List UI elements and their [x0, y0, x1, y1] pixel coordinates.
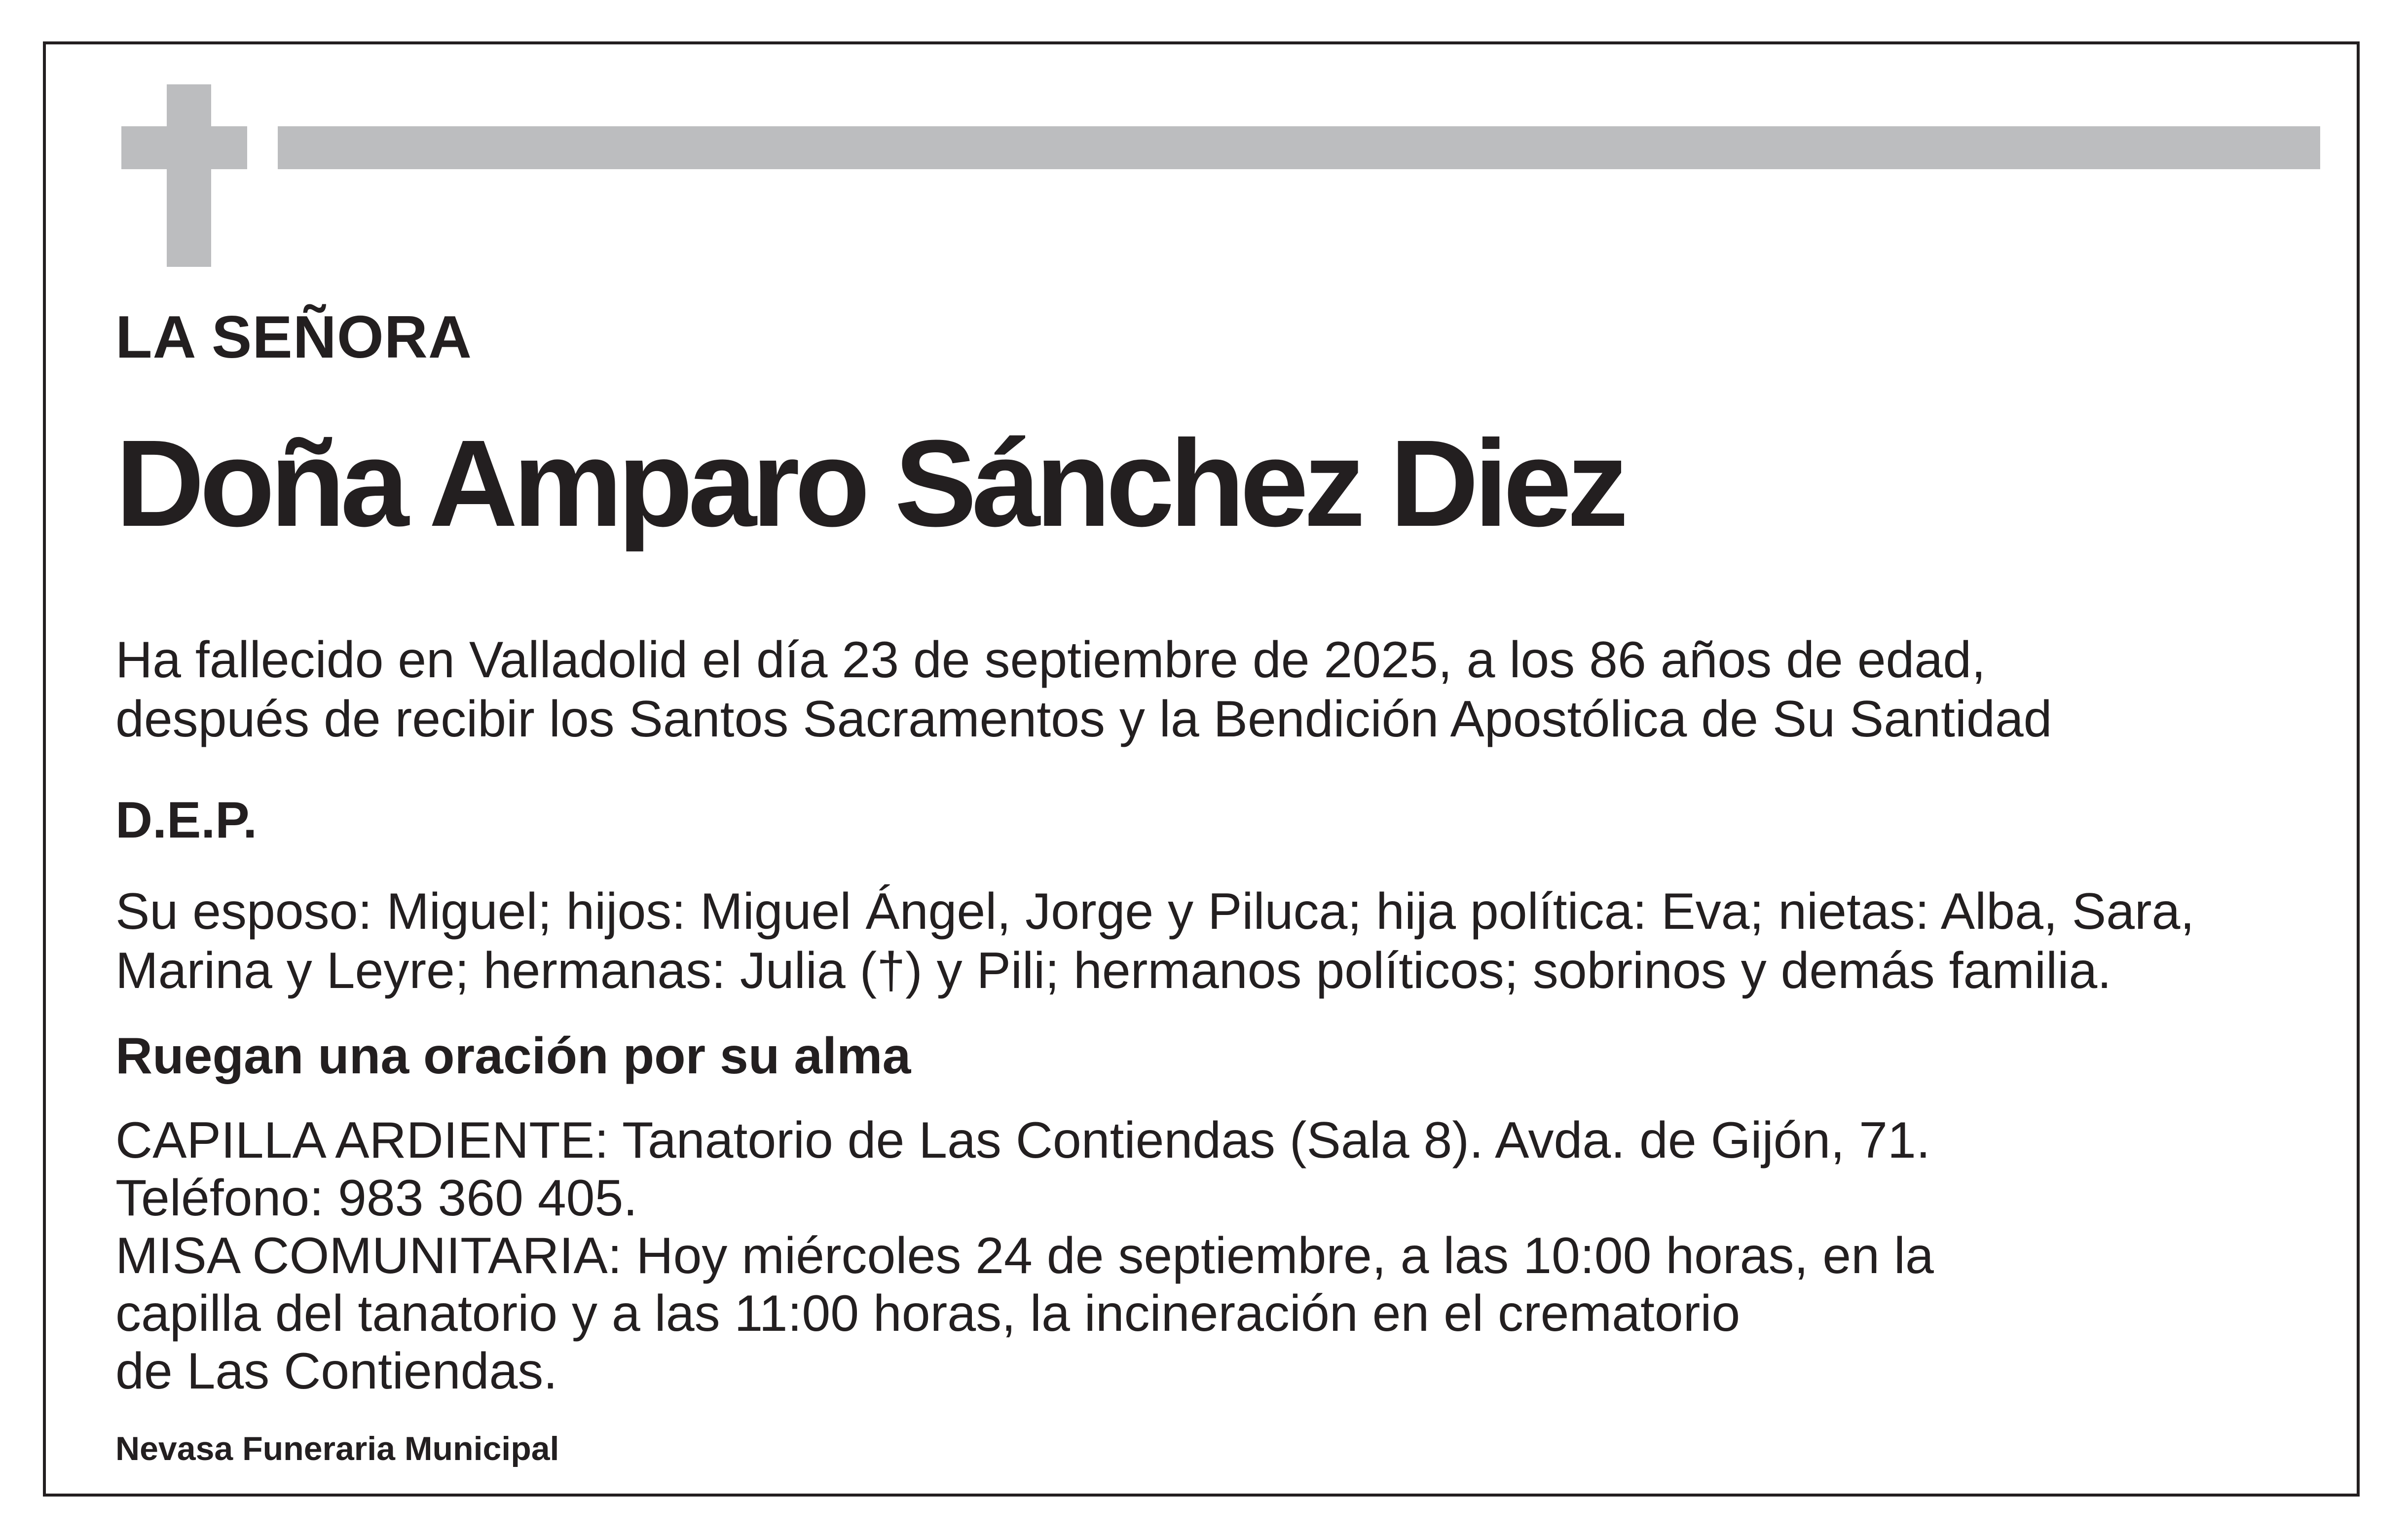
death-line-2: después de recibir los Santos Sacramentos y la Bendición Apostólica de Su Santidad	[115, 691, 2052, 748]
service-line-3: MISA COMUNITARIA: Hoy miércoles 24 de septiembre, a las 10:00 horas, en la	[115, 1227, 1934, 1284]
death-line-1: Ha fallecido en Valladolid el día 23 de septiembre de 2025, a los 86 años de edad,	[115, 631, 1986, 689]
header-rule	[278, 126, 2320, 169]
dep-abbreviation: D.E.P.	[115, 792, 258, 849]
service-line-2: Teléfono: 983 360 405.	[115, 1170, 638, 1227]
prayer-request: Ruegan una oración por su alma	[115, 1027, 911, 1085]
deceased-name: Doña Amparo Sánchez Diez	[115, 414, 1624, 552]
family-line-1: Su esposo: Miguel; hijos: Miguel Ángel, Jorge y Piluca; hija política: Eva; nietas: Alba, Sara,	[115, 883, 2195, 940]
family-line-2: Marina y Leyre; hermanas: Julia (†) y Pili; hermanos políticos; sobrinos y demás familia.	[115, 942, 2112, 999]
service-line-1: CAPILLA ARDIENTE: Tanatorio de Las Contiendas (Sala 8). Avda. de Gijón, 71.	[115, 1112, 1930, 1169]
cross-horizontal-bar	[121, 126, 247, 169]
cross-vertical-bar	[167, 84, 211, 267]
service-line-4: capilla del tanatorio y a las 11:00 horas, la incineración en el crematorio	[115, 1285, 1741, 1342]
salutation: LA SEÑORA	[115, 303, 472, 370]
funeral-home-name: Nevasa Funeraria Municipal	[115, 1430, 559, 1467]
service-line-5: de Las Contiendas.	[115, 1343, 558, 1400]
